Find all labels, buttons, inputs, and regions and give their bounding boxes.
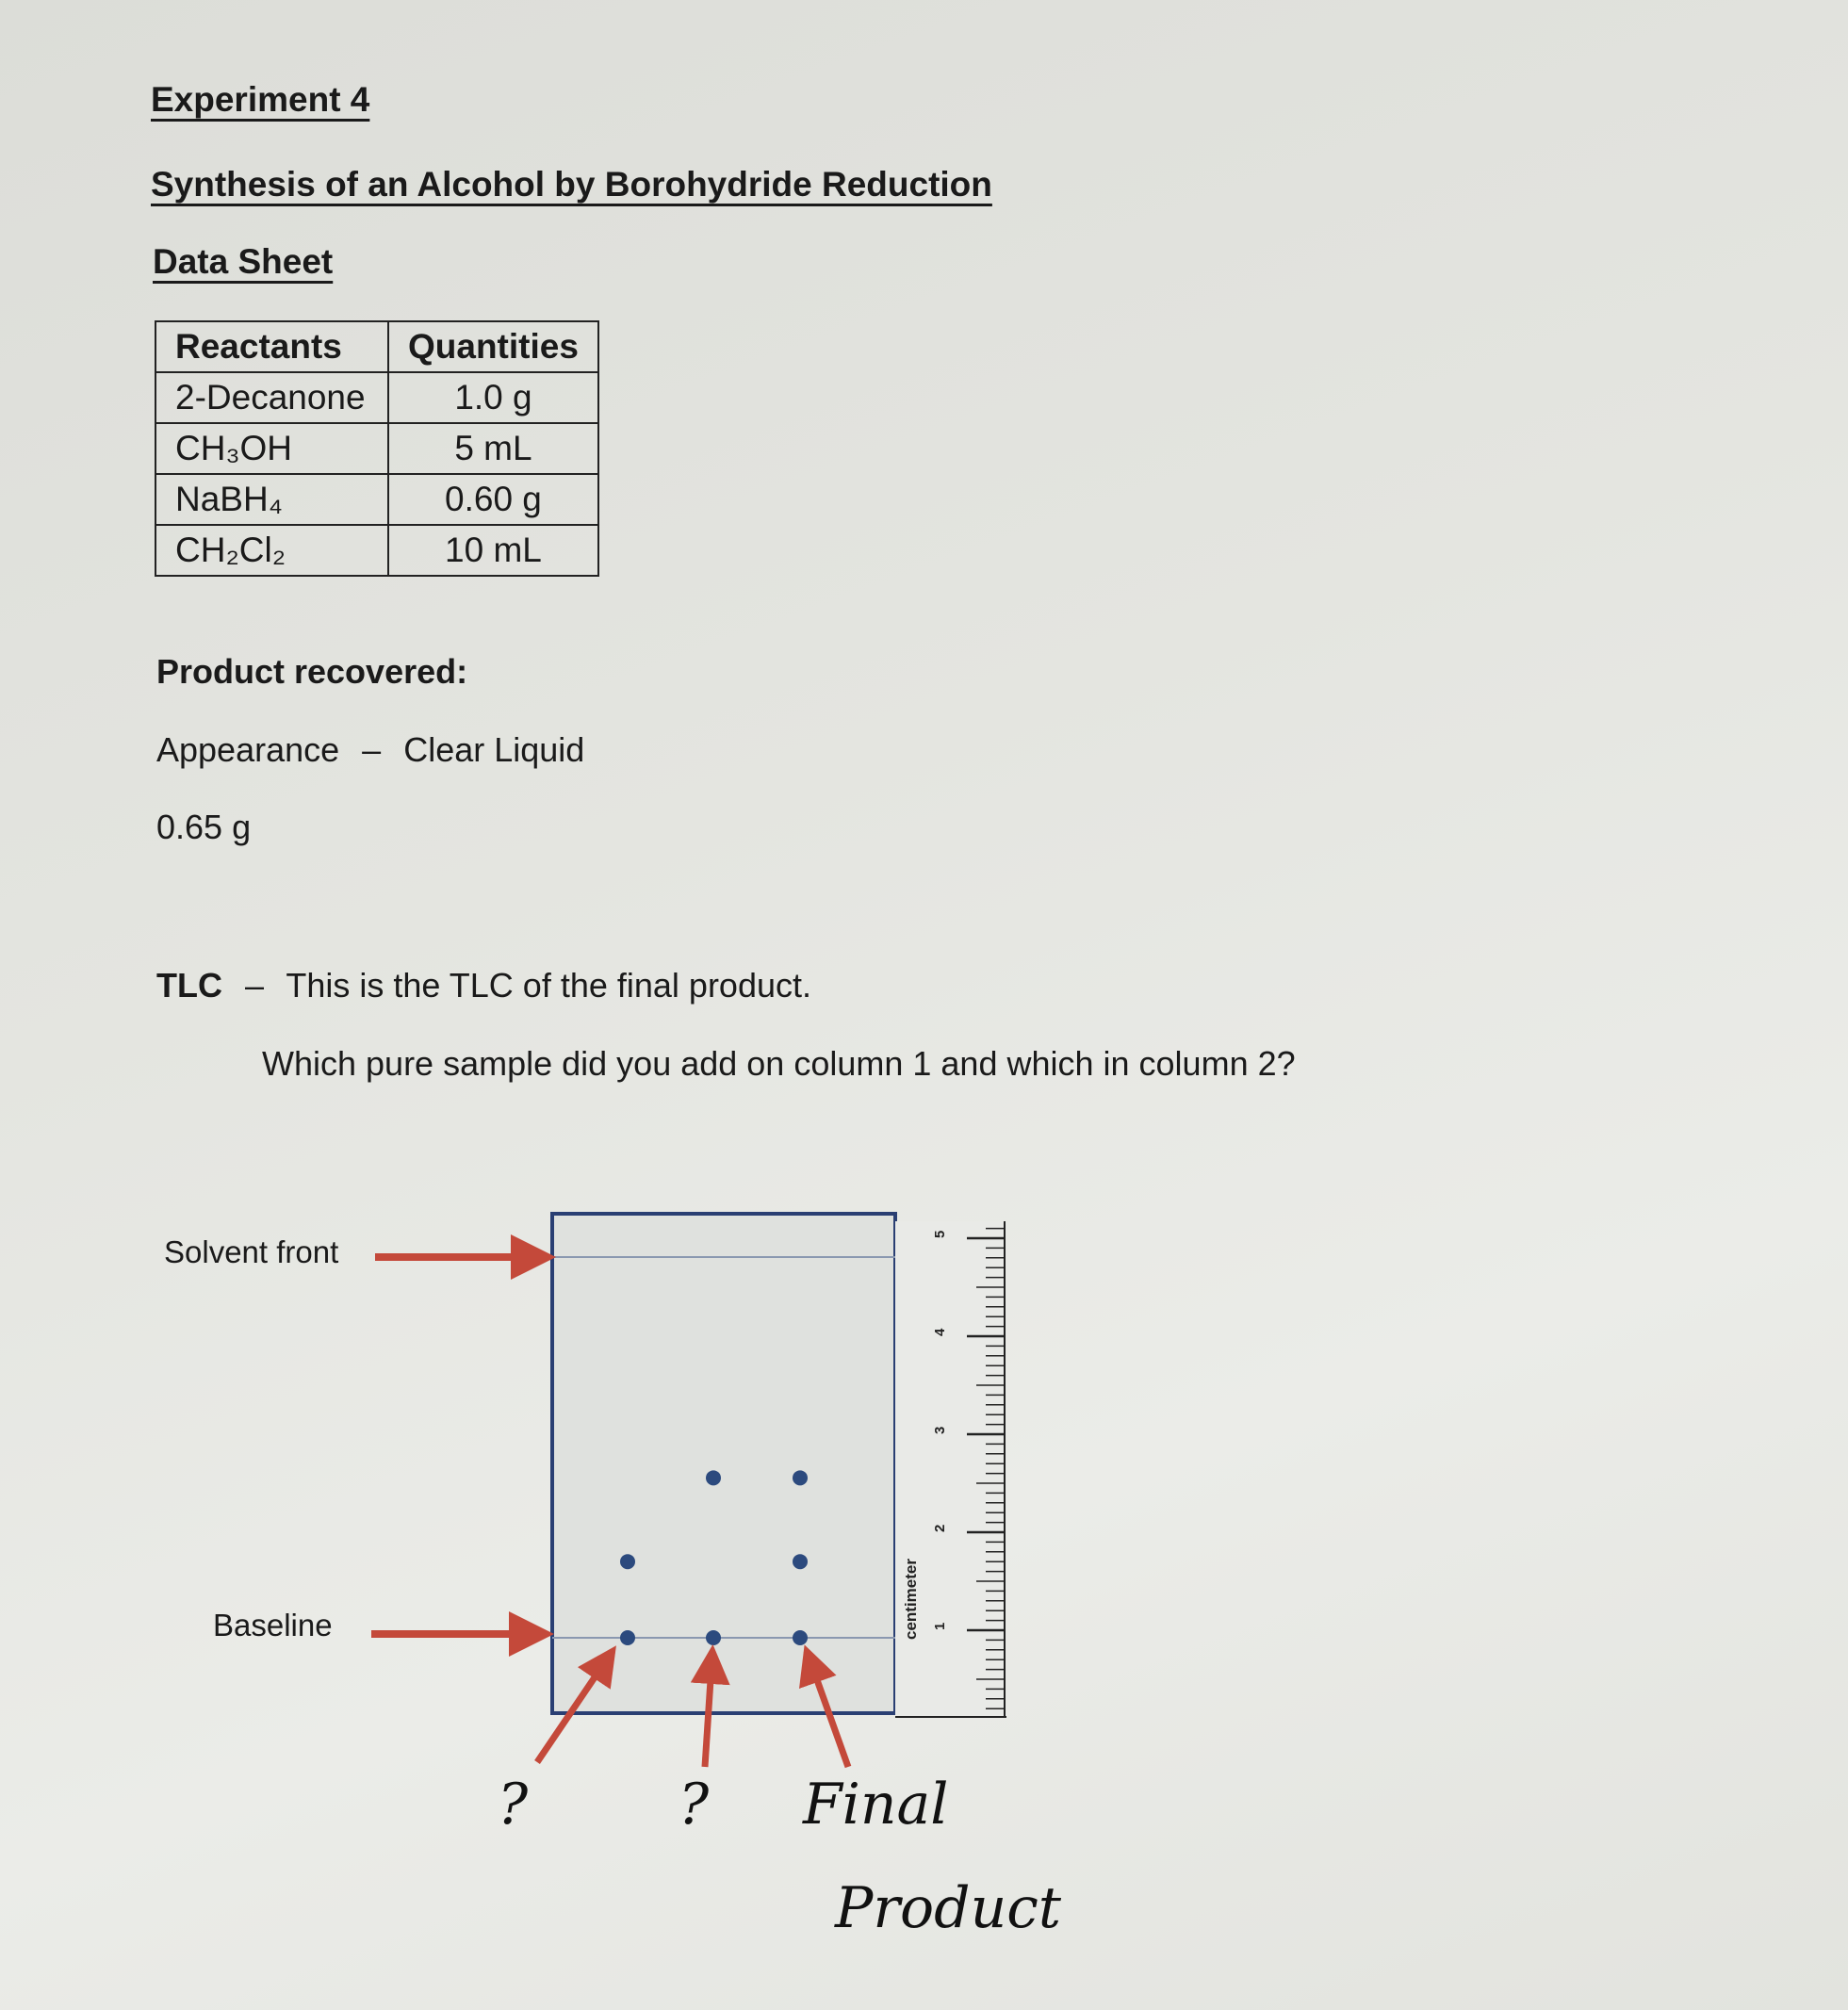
page-title: Experiment 4 xyxy=(151,80,370,119)
solvent-front-label: Solvent front xyxy=(164,1234,339,1269)
handwritten-product: Product xyxy=(835,1875,1061,1941)
tlc-description: This is the TLC of the final product. xyxy=(286,966,812,1005)
ruler-number-3: 3 xyxy=(932,1426,948,1434)
appearance-separator: – xyxy=(362,730,382,769)
quantity-cell: 10 mL xyxy=(388,525,598,576)
tlc-spot xyxy=(620,1630,635,1645)
reactant-cell: 2-Decanone xyxy=(155,372,388,423)
quantity-cell: 0.60 g xyxy=(388,474,598,525)
quantity-cell: 5 mL xyxy=(388,423,598,474)
tlc-spot xyxy=(793,1554,808,1569)
tlc-label: TLC xyxy=(156,966,222,1005)
reactant-cell: CH₂Cl₂ xyxy=(155,525,388,576)
ruler-number-2: 2 xyxy=(932,1524,948,1532)
reactant-cell: CH₃OH xyxy=(155,423,388,474)
appearance-value: Clear Liquid xyxy=(403,730,585,769)
ruler-number-1: 1 xyxy=(932,1622,948,1630)
column-header-reactants: Reactants xyxy=(155,321,388,372)
tlc-separator: – xyxy=(245,966,265,1005)
product-mass: 0.65 g xyxy=(156,808,252,846)
ruler xyxy=(895,1221,1006,1717)
quantity-cell: 1.0 g xyxy=(388,372,598,423)
section-heading: Data Sheet xyxy=(153,242,334,281)
handwritten-final: Final xyxy=(803,1772,949,1838)
product-heading: Product recovered: xyxy=(156,652,468,691)
handwritten-question-2: ? xyxy=(679,1772,710,1838)
tlc-question: Which pure sample did you add on column 1 and which in column 2? xyxy=(262,1044,1296,1083)
reactant-cell: NaBH₄ xyxy=(155,474,388,525)
ruler-number-5: 5 xyxy=(932,1230,948,1238)
ruler-label: centimeter xyxy=(902,1559,920,1640)
tlc-spot xyxy=(793,1630,808,1645)
handwritten-question-1: ? xyxy=(498,1772,529,1838)
experiment-subtitle: Synthesis of an Alcohol by Borohydride Reduction xyxy=(151,165,992,204)
baseline-label: Baseline xyxy=(213,1608,333,1642)
ruler-number-4: 4 xyxy=(932,1328,948,1336)
tlc-spot xyxy=(706,1470,721,1485)
tlc-spot xyxy=(620,1554,635,1569)
tlc-spot xyxy=(706,1630,721,1645)
column-header-quantities: Quantities xyxy=(388,321,598,372)
tlc-spot xyxy=(793,1470,808,1485)
appearance-label: Appearance xyxy=(156,730,340,769)
